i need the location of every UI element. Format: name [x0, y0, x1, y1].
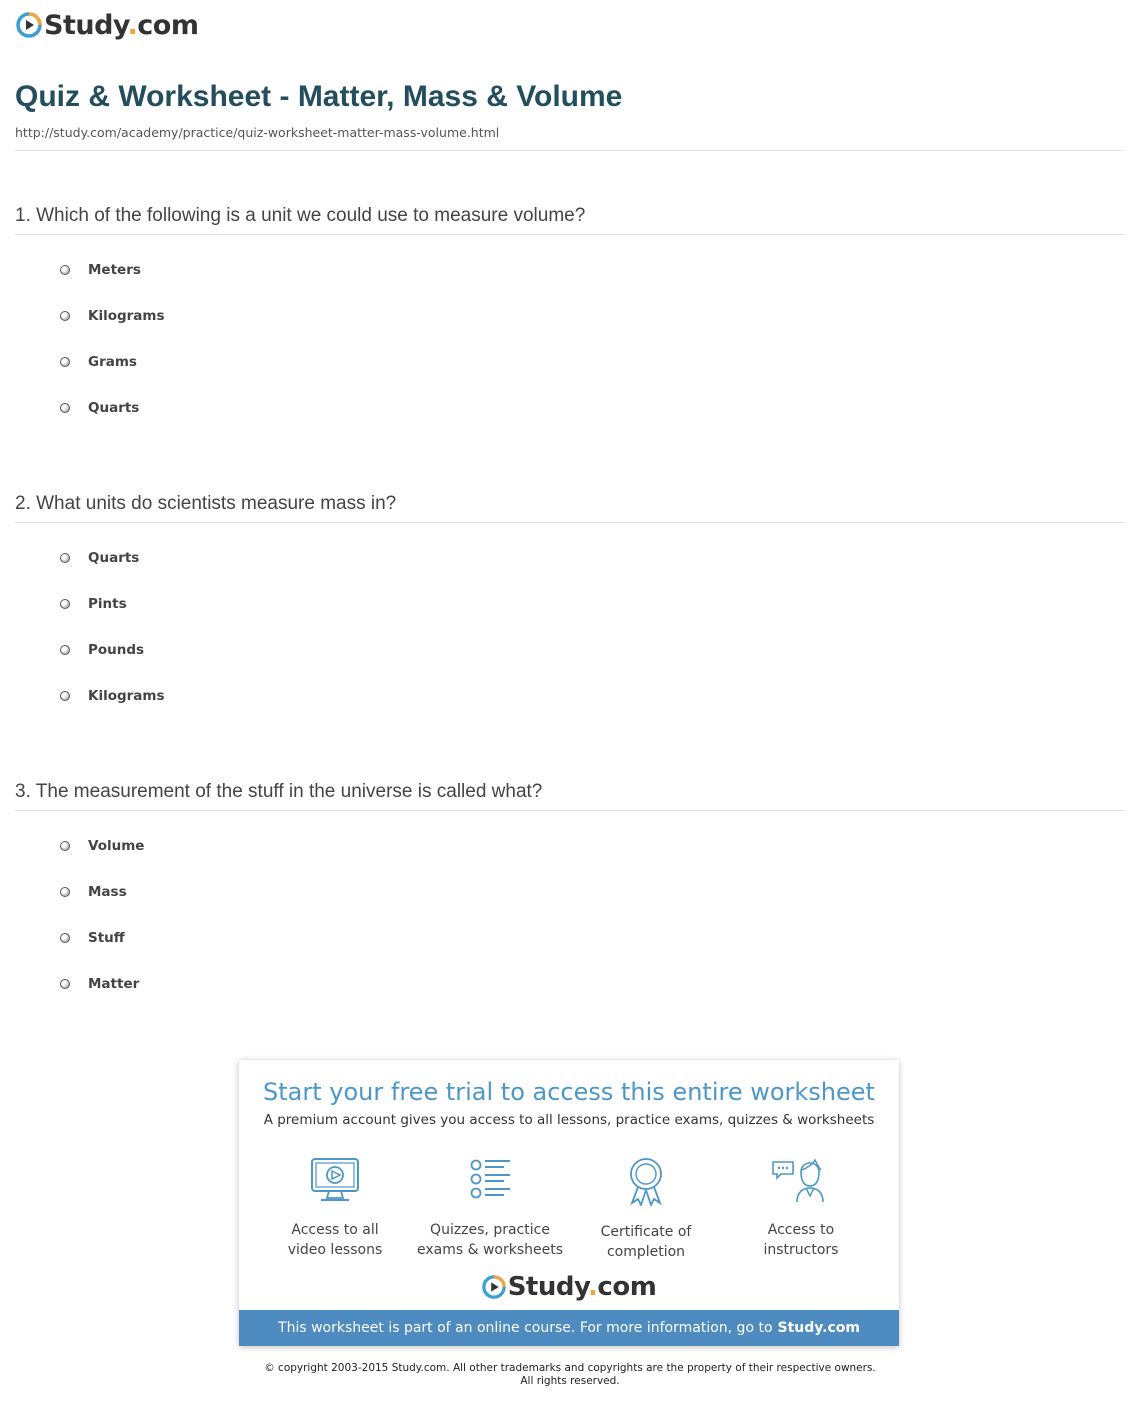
question-3-divider — [15, 810, 1125, 811]
question-3-title: 3. The measurement of the stuff in the universe is called what? — [15, 781, 543, 802]
option-label: Volume — [88, 838, 145, 854]
logo-tld: com — [137, 9, 199, 41]
video-lesson-icon — [309, 1156, 361, 1204]
question-1-option-a[interactable] — [60, 261, 141, 279]
feature-label: Access to instructors — [763, 1222, 839, 1258]
question-2-option-a[interactable] — [60, 549, 139, 567]
question-1-divider — [15, 234, 1125, 235]
promo-studycom-logo[interactable] — [239, 1272, 899, 1302]
question-1-option-c[interactable] — [60, 353, 137, 371]
copyright-line-2: All rights reserved. — [520, 1375, 620, 1387]
question-2-option-d[interactable] — [60, 687, 165, 705]
option-label: Matter — [88, 976, 140, 992]
radio-icon[interactable] — [60, 265, 70, 275]
feature-video-lessons — [255, 1156, 415, 1260]
play-logo-icon — [482, 1275, 506, 1299]
question-3-option-d[interactable] — [60, 975, 139, 993]
instructor-icon — [771, 1156, 831, 1204]
radio-icon[interactable] — [60, 841, 70, 851]
radio-icon[interactable] — [60, 645, 70, 655]
option-label: Meters — [88, 262, 141, 278]
logo-wordmark: Study.com — [507, 1272, 657, 1302]
radio-icon[interactable] — [60, 933, 70, 943]
radio-icon[interactable] — [60, 311, 70, 321]
header-divider — [15, 150, 1125, 151]
option-label: Quarts — [88, 550, 140, 566]
radio-icon[interactable] — [60, 979, 70, 989]
studycom-logo[interactable] — [16, 8, 199, 42]
radio-icon[interactable] — [60, 599, 70, 609]
question-2-title: 2. What units do scientists measure mass in? — [15, 493, 397, 514]
question-1-title: 1. Which of the following is a unit we could use to measure volume? — [15, 205, 586, 226]
option-label: Grams — [88, 354, 137, 370]
option-label: Kilograms — [88, 308, 165, 324]
radio-icon[interactable] — [60, 357, 70, 367]
page-title: Quiz & Worksheet - Matter, Mass & Volume — [15, 80, 623, 113]
feature-label: Quizzes, practice exams & worksheets — [416, 1222, 564, 1258]
feature-certificate — [566, 1156, 726, 1262]
feature-label: Certificate of completion — [600, 1224, 692, 1260]
promo-heading[interactable]: Start your free trial to access this entire worksheet — [263, 1078, 875, 1106]
option-label: Pints — [88, 596, 127, 612]
page-url: http://study.com/academy/practice/quiz-worksheet-matter-mass-volume.html — [15, 125, 500, 140]
feature-label: Access to all video lessons — [287, 1222, 383, 1258]
feature-quizzes — [410, 1156, 570, 1260]
question-2-divider — [15, 522, 1125, 523]
feature-instructors — [721, 1156, 881, 1260]
radio-icon[interactable] — [60, 887, 70, 897]
play-logo-icon — [16, 12, 42, 38]
question-1-option-b[interactable] — [60, 307, 165, 325]
question-2-option-b[interactable] — [60, 595, 127, 613]
option-label: Pounds — [88, 642, 145, 658]
logo-wordmark: Study.com — [44, 9, 199, 41]
copyright-line-1: © copyright 2003-2015 Study.com. All other trademarks and copyrights are the property of their respective owners. — [264, 1362, 876, 1374]
course-info-bar — [239, 1310, 899, 1346]
question-3-option-c[interactable] — [60, 929, 125, 947]
quiz-list-icon — [468, 1156, 512, 1204]
option-label: Mass — [88, 884, 127, 900]
promo-subheading: A premium account gives you access to all lessons, practice exams, quizzes & worksheets — [263, 1112, 875, 1128]
question-2-option-c[interactable] — [60, 641, 144, 659]
studycom-link[interactable]: Study.com — [777, 1320, 860, 1336]
question-1-option-d[interactable] — [60, 399, 139, 417]
radio-icon[interactable] — [60, 553, 70, 563]
question-3-option-b[interactable] — [60, 883, 127, 901]
option-label: Kilograms — [88, 688, 165, 704]
certificate-icon — [626, 1156, 666, 1206]
option-label: Quarts — [88, 400, 140, 416]
option-label: Stuff — [88, 930, 125, 946]
free-trial-promo — [239, 1060, 899, 1346]
question-3-option-a[interactable] — [60, 837, 144, 855]
copyright-notice — [0, 1362, 1140, 1388]
radio-icon[interactable] — [60, 691, 70, 701]
radio-icon[interactable] — [60, 403, 70, 413]
course-info-text: This worksheet is part of an online course. For more information, go to — [278, 1320, 773, 1336]
